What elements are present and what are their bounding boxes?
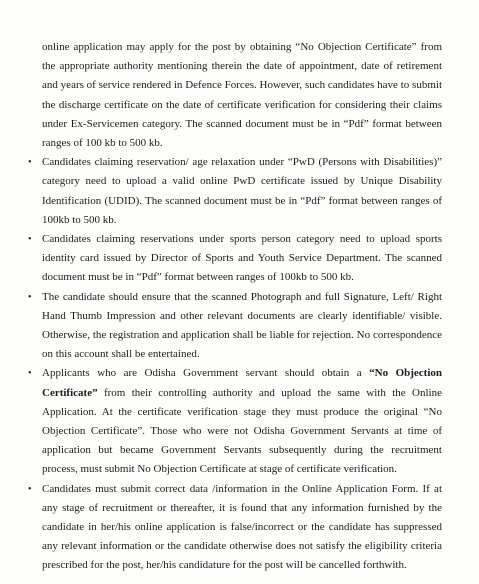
instructions-list (28, 153, 443, 575)
list-item-text: Candidates must submit correct data /information in the Online Application Form. If at any stage of recruitment or thereafter, it is found that any information furnished by the candidate in her/his online application is false/incorrect or the candidate has suppressed any relevant information or the candidate otherwise does not satisfy the eligibility criteria prescribed for the post, her/his candidature for the post will be cancelled forthwith. (42, 482, 442, 572)
bullet-icon: • (28, 483, 32, 495)
list-item-text-start: Applicants who are Odisha Government servant should obtain a (42, 367, 370, 380)
bullet-icon: • (28, 234, 32, 246)
continuation-paragraph: online application may apply for the post by obtaining “No Objection Certificate” from the appropriate authority mentioning therein the date of appointment, date of retirement and years of service rendered in Defence Forces. However, such candidates have to submit the discharge certificate on the date of certificate verification for considering their claims under Ex-Servicemen category. The scanned document must be in “Pdf” format between ranges of 100 kb to 500 kb. (42, 41, 442, 150)
list-item (28, 480, 442, 576)
no-objection-certificate-emphasis: “No Objection Certificate” (42, 367, 443, 399)
list-item (28, 288, 442, 365)
bullet-icon: • (28, 368, 32, 380)
list-item-text: Candidates claiming reservations under sports person category need to upload sports identity card issued by Director of Sports and Youth Service Department. The scanned document must be in “Pdf” format between ranges of 100kb to 500 kb. (42, 233, 442, 284)
list-item-text-end: from their controlling authority and upload the same with the Online Application. At the certificate verification stage they must produce the original “No Objection Certificate”. Those who were not Odisha Government Servants at time of application but became Government Servants subsequently during the recruitment process, must submit No Objection Certificate at stage of certificate verification. (42, 386, 442, 476)
list-item (28, 364, 443, 479)
bullet-icon: • (28, 157, 32, 169)
list-item (28, 230, 442, 288)
bullet-icon: • (28, 291, 32, 303)
document-body (28, 38, 443, 576)
list-item (28, 153, 442, 230)
list-item-text: Candidates claiming reservation/ age relaxation under “PwD (Persons with Disabilities)” category need to upload a valid online PwD certificate issued by Unique Disability Identification (UDID). The scanned document must be in “Pdf” format between ranges of 100kb to 500 kb. (42, 156, 442, 226)
list-item-text: The candidate should ensure that the scanned Photograph and full Signature, Left/ Right Hand Thumb Impression and other relevant documents are clearly identifiable/ visible. Otherwise, the registration and application shall be liable for rejection. No correspondence on this account shall be entertained. (42, 290, 442, 361)
